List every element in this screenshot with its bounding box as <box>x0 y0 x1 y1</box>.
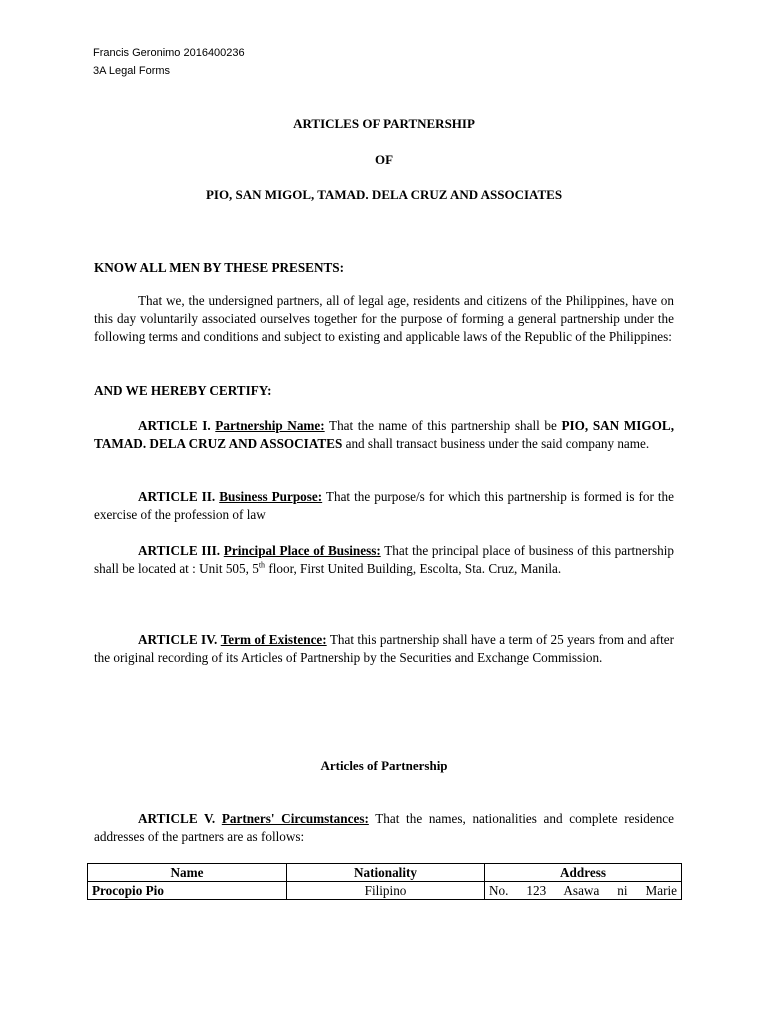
section-heading: Articles of Partnership <box>320 758 448 773</box>
column-header-name: Name <box>88 864 287 882</box>
partner-address-cell: No. 123 Asawa ni Marie <box>485 882 682 900</box>
intro-paragraph: That we, the undersigned partners, all of legal age, residents and citizens of the Philippines, have on this day voluntarily associated ourselves together for the purpose of forming a general partnership under the following terms and conditions and subject to existing and applicable laws of the Republic of the Philippines: <box>94 293 674 344</box>
article-4-title: Term of Existence: <box>220 632 327 647</box>
article-5 <box>94 810 674 846</box>
course-line: 3A Legal Forms <box>93 65 171 77</box>
author-line: Francis Geronimo 2016400236 <box>93 47 245 59</box>
partner-name-cell: Procopio Pio <box>88 882 287 900</box>
article-1-title: Partnership Name: <box>215 418 325 433</box>
article-4-label: ARTICLE IV. <box>138 632 218 647</box>
article-2-label: ARTICLE II. <box>138 489 216 504</box>
partners-table <box>87 863 682 900</box>
article-3-text-pre: That the principal place of business of this partnership shall be located at : Unit 505, 5 <box>94 543 674 576</box>
document-title-of: OF <box>374 152 394 167</box>
article-4-text: That this partnership shall have a term of 25 years from and after the original recording of its Articles of Partnership by the Securities and Exchange Commission. <box>94 632 675 665</box>
article-4 <box>94 631 674 667</box>
certify-heading: AND WE HEREBY CERTIFY: <box>94 383 272 398</box>
partnership-name-title: PIO, SAN MIGOL, TAMAD. DELA CRUZ AND ASSOCIATES <box>205 187 563 202</box>
document-title: ARTICLES OF PARTNERSHIP <box>293 116 475 131</box>
article-2-text: That the purpose/s for which this partnership is formed is for the exercise of the profession of law <box>94 489 674 522</box>
article-2 <box>94 488 674 524</box>
column-header-address: Address <box>485 864 682 882</box>
article-1 <box>94 417 674 453</box>
article-3-text-post: floor, First United Building, Escolta, Sta. Cruz, Manila. <box>265 561 562 576</box>
article-5-label: ARTICLE V. <box>138 811 216 826</box>
article-3-title: Principal Place of Business: <box>223 543 381 558</box>
article-5-text: That the names, nationalities and complete residence addresses of the partners are as follows: <box>94 811 674 844</box>
article-2-title: Business Purpose: <box>219 489 323 504</box>
article-1-partnership-name: PIO, SAN MIGOL, TAMAD. DELA CRUZ AND ASSOCIATES <box>94 418 675 451</box>
article-5-title: Partners' Circumstances: <box>221 811 369 826</box>
article-1-label: ARTICLE I. <box>138 418 211 433</box>
know-all-men-heading: KNOW ALL MEN BY THESE PRESENTS: <box>94 260 345 275</box>
column-header-nationality: Nationality <box>287 864 485 882</box>
table-row <box>88 882 682 900</box>
article-3-label: ARTICLE III. <box>138 543 221 558</box>
table-header-row <box>88 864 682 882</box>
article-3 <box>94 542 674 578</box>
article-3-superscript: th <box>258 560 266 570</box>
article-1-text-pre: That the name of this partnership shall be <box>324 418 562 433</box>
partner-nationality-cell: Filipino <box>287 882 485 900</box>
article-1-text-post: and shall transact business under the said company name. <box>342 436 650 451</box>
